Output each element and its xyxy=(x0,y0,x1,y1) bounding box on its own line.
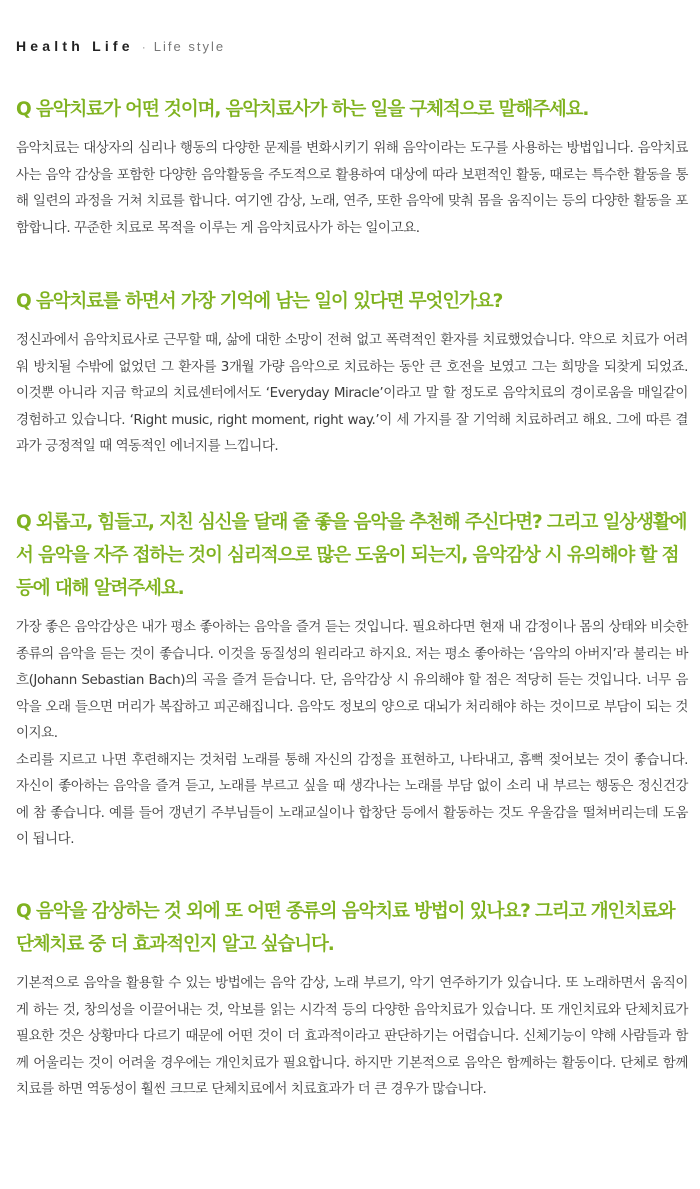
answer-paragraph: 정신과에서 음악치료사로 근무할 때, 삶에 대한 소망이 전혀 없고 폭력적인 환자를 치료했었습니다. 약으로 치료가 어려워 방치될 수밖에 없었던 그 환자를 3개월 가량 음악으로 치료하는 동안 큰 호전을 보였고 그는 희망을 되찾게 되었죠. 이것뿐 아니라 지금 학교의 치료센터에서도 ‘Everyday Miracle’이라고 말 할 정도로 음악치료의 경이로움을 매일같이 경험하고 있습니다. ‘Right music, right moment, right way.’이 세 가지를 잘 기억해 치료하려고 해요. 그에 따른 결과가 긍정적일 때 역동적인 에너지를 느낍니다. xyxy=(16,332,688,454)
question-heading: Q 음악치료를 하면서 가장 기억에 남는 일이 있다면 무엇인가요? xyxy=(16,291,503,312)
qa-block xyxy=(16,895,688,1103)
answer-body xyxy=(16,327,688,460)
header-separator: · xyxy=(141,40,146,54)
answer-paragraph: 음악치료는 대상자의 심리나 행동의 다양한 문제를 변화시키기 위해 음악이라는 도구를 사용하는 방법입니다. 음악치료사는 음악 감상을 포함한 다양한 음악활동을 주도적으로 활용하여 대상에 따라 보편적인 활동, 때로는 특수한 활동을 통해 일련의 과정을 거쳐 치료를 합니다. 여기엔 감상, 노래, 연주, 또한 음악에 맞춰 몸을 움직이는 등의 다양한 활동을 포함합니다. 꾸준한 치료로 목적을 이루는 게 음악치료사가 하는 일이고요. xyxy=(16,140,688,236)
answer-body xyxy=(16,614,688,853)
section-label: Life style xyxy=(153,39,226,54)
answer-body xyxy=(16,135,688,241)
question-heading: Q 외롭고, 힘들고, 지친 심신을 달래 줄 좋을 음악을 추천해 주신다면? 그리고 일상생활에서 음악을 자주 접하는 것이 심리적으로 많은 도움이 되는지, 음악감상 시 유의해야 할 점 등에 대해 알려주세요. xyxy=(16,512,687,599)
magazine-brand: Health Life xyxy=(16,38,134,54)
qa-block xyxy=(16,93,688,241)
qa-block xyxy=(16,285,688,460)
answer-body xyxy=(16,970,688,1103)
question-heading: Q 음악치료가 어떤 것이며, 음악치료사가 하는 일을 구체적으로 말해주세요. xyxy=(16,99,589,120)
magazine-header xyxy=(16,38,225,54)
answer-paragraph: 가장 좋은 음악감상은 내가 평소 좋아하는 음악을 즐겨 듣는 것입니다. 필요하다면 현재 내 감정이나 몸의 상태와 비슷한 종류의 음악을 듣는 것이 좋습니다. 이것을 동질성의 원리라고 하지요. 저는 평소 좋아하는 ‘음악의 아버지’라 불리는 바흐(Johann Sebastian Bach)의 곡을 즐겨 듣습니다. 단, 음악감상 시 유의해야 할 점은 적당히 듣는 것입니다. 너무 음악을 오래 들으면 머리가 복잡하고 피곤해집니다. 음악도 정보의 양으로 대뇌가 처리해야 하는 것이므로 부담이 되는 것이지요. xyxy=(16,619,688,741)
answer-paragraph: 소리를 지르고 나면 후련해지는 것처럼 노래를 통해 자신의 감정을 표현하고, 나타내고, 흠뻑 젖어보는 것이 좋습니다. 자신이 좋아하는 음악을 즐겨 듣고, 노래를 부르고 싶을 때 생각나는 노래를 부담 없이 소리 내 부르는 행동은 정신건강에 참 좋습니다. 예를 들어 갱년기 주부님들이 노래교실이나 합창단 등에서 활동하는 것도 우울감을 떨쳐버리는데 도움이 됩니다. xyxy=(16,751,688,847)
qa-block xyxy=(16,506,688,853)
answer-paragraph: 기본적으로 음악을 활용할 수 있는 방법에는 음악 감상, 노래 부르기, 악기 연주하기가 있습니다. 또 노래하면서 움직이게 하는 것, 창의성을 이끌어내는 것, 악보를 읽는 시각적 등의 다양한 음악치료가 있습니다. 또 개인치료와 단체치료가 필요한 것은 상황마다 다르기 때문에 어떤 것이 더 효과적이라고 판단하기는 어렵습니다. 신체기능이 약해 사람들과 함께 어울리는 것이 어려울 경우에는 개인치료가 필요합니다. 하지만 기본적으로 음악은 함께하는 활동이다. 단체로 함께 치료를 하면 역동성이 훨씬 크므로 단체치료에서 치료효과가 더 큰 경우가 많습니다. xyxy=(16,975,688,1097)
question-heading: Q 음악을 감상하는 것 외에 또 어떤 종류의 음악치료 방법이 있나요? 그리고 개인치료와 단체치료 중 더 효과적인지 알고 싶습니다. xyxy=(16,901,675,955)
